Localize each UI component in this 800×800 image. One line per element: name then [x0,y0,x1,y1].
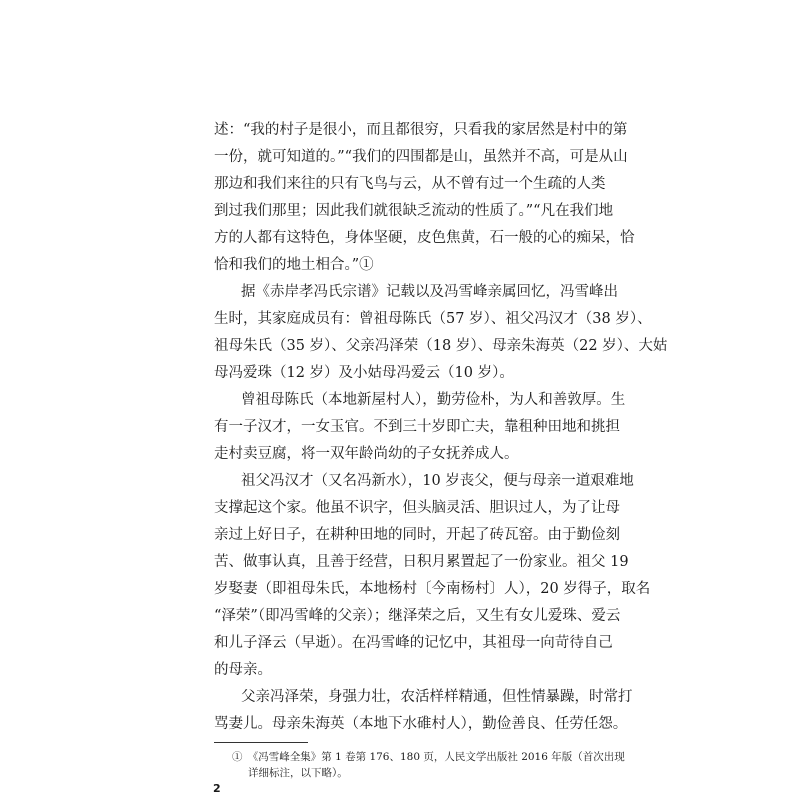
paragraph-first-line: 祖父冯汉才（又名冯新水），10 岁丧父，便与母亲一道艰难地 [241,473,634,489]
body-line: 骂妻儿。母亲朱海英（本地下水碓村人），勤俭善良、任劳任怨。 [214,716,628,732]
body-line: 一份，就可知道的。”“我们的四围都是山，虽然并不高，可是从山 [214,149,628,165]
body-line: 走村卖豆腐，将一双年龄尚幼的子女抚养成人。 [214,446,519,462]
paragraph-first-line: 据《赤岸孝冯氏宗谱》记载以及冯雪峰亲属回忆，冯雪峰出 [241,284,618,300]
paragraph-first-line: 父亲冯泽荣，身强力壮，农活样样精通，但性情暴躁，时常打 [241,689,633,705]
body-line: 支撑起这个家。他虽不识字，但头脑灵活、胆识过人，为了让母 [214,500,620,516]
body-line: 恰和我们的地土相合。”① [214,257,374,273]
page-number: 2 [213,782,221,795]
body-line: 生时，其家庭成员有：曾祖母陈氏（57 岁）、祖父冯汉才（38 岁）、 [214,311,652,327]
body-line: 到过我们那里；因此我们就很缺乏流动的性质了。”“凡在我们地 [214,203,614,219]
body-line: 方的人都有这特色，身体坚硬，皮色焦黄，石一般的心的痴呆，恰 [214,230,635,246]
footnote-divider [214,742,308,743]
body-line: 有一子汉才，一女玉官。不到三十岁即亡夫，靠租种田地和挑担 [214,419,620,435]
paragraph-first-line: 曾祖母陈氏（本地新屋村人），勤劳俭朴，为人和善敦厚。生 [241,392,626,408]
body-line: 亲过上好日子，在耕种田地的同时，开起了砖瓦窑。由于勤俭刻 [214,527,620,543]
body-line: 的母亲。 [214,662,272,678]
body-line: 岁娶妻（即祖母朱氏，本地杨村〔今南杨村〕人），20 岁得子，取名 [214,581,651,597]
body-line: “泽荣”（即冯雪峰的父亲）；继泽荣之后，又生有女儿爱珠、爱云 [214,608,621,624]
body-line: 那边和我们来往的只有飞鸟与云，从不曾有过一个生疏的人类 [214,176,606,192]
footnote-line: ① 《冯雪峰全集》第 1 卷第 176、180 页，人民文学出版社 2016 年版（首次出现 [232,751,625,763]
body-line: 苦、做事认真，且善于经营，日积月累置起了一份家业。祖父 19 [214,554,629,570]
body-line: 母冯爱珠（12 岁）及小姑母冯爱云（10 岁）。 [214,365,514,381]
body-line: 祖母朱氏（35 岁）、父亲冯泽荣（18 岁）、母亲朱海英（22 岁）、大姑 [214,338,668,354]
footnote-line: 详细标注，以下略）。 [248,767,348,779]
body-line: 和儿子泽云（早逝）。在冯雪峰的记忆中，其祖母一向苛待自己 [214,635,613,651]
body-line: 述：“我的村子是很小，而且都很穷，只看我的家居然是村中的第 [214,122,628,138]
